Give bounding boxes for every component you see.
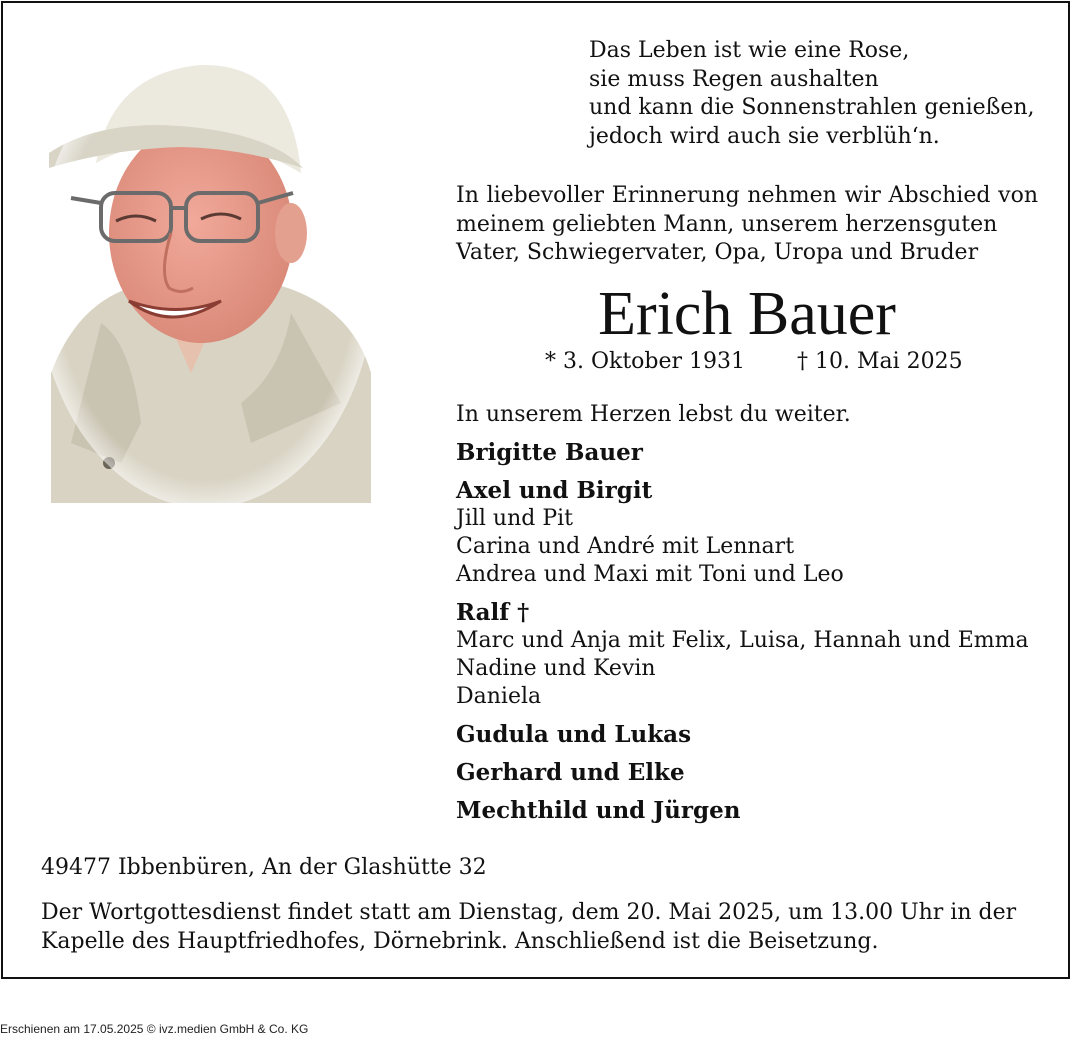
family-list [456,401,1056,835]
family-member: Daniela [456,684,542,709]
family-member: Carina und André mit Lennart [456,534,795,559]
poem [589,37,1035,151]
motto: In unserem Herzen lebst du weiter. [456,402,851,427]
family-group [456,599,1056,711]
family-head: Mechthild und Jürgen [456,797,741,824]
family-member: Marc und Anja mit Felix, Luisa, Hannah und Emma [456,628,1029,653]
family-head: Ralf † [456,599,530,626]
family-member: Andrea und Maxi mit Toni und Leo [456,562,844,587]
intro-text [456,182,1038,268]
family-member: Jill und Pit [456,506,574,531]
family-head: Axel und Birgit [456,477,653,504]
obituary-frame [1,1,1070,979]
poem-line: und kann die Sonnenstrahlen genießen, [589,95,1035,120]
family-head: Gudula und Lukas [456,721,692,748]
poem-line: sie muss Regen aushalten [589,66,879,92]
address: 49477 Ibbenbüren, An der Glashütte 32 [41,855,487,880]
poem-line: Das Leben ist wie eine Rose, [589,38,910,63]
family-group [456,439,1056,467]
death-date: † 10. Mai 2025 [797,349,963,374]
family-group [456,721,1056,749]
family-group [456,759,1056,787]
intro-last-line: Vater, Schwiegervater, Opa, Uropa und Bruder [456,240,979,265]
intro-paragraph: In liebevoller Erinnerung nehmen wir Abschied von meinem geliebten Mann, unserem herzensguten [456,183,1038,237]
poem-line: jedoch wird auch sie verblüh‘n. [589,123,940,149]
service-announcement: Der Wortgottesdienst findet statt am Dienstag, dem 20. Mai 2025, um 13.00 Uhr in der Kapelle des Hauptfriedhofes, Dörnebrink. Anschließend ist die Beisetzung. [41,900,1017,954]
family-member: Nadine und Kevin [456,656,656,681]
family-head: Brigitte Bauer [456,439,643,466]
life-dates [545,348,963,376]
family-group [456,477,1056,589]
family-group [456,797,1056,825]
family-head: Gerhard und Elke [456,759,685,786]
birth-date: * 3. Oktober 1931 [545,349,746,374]
publication-footer: Erschienen am 17.05.2025 © ivz.medien GmbH & Co. KG [0,1022,309,1036]
deceased-name: Erich Bauer [598,280,896,348]
portrait-photo [41,43,371,503]
